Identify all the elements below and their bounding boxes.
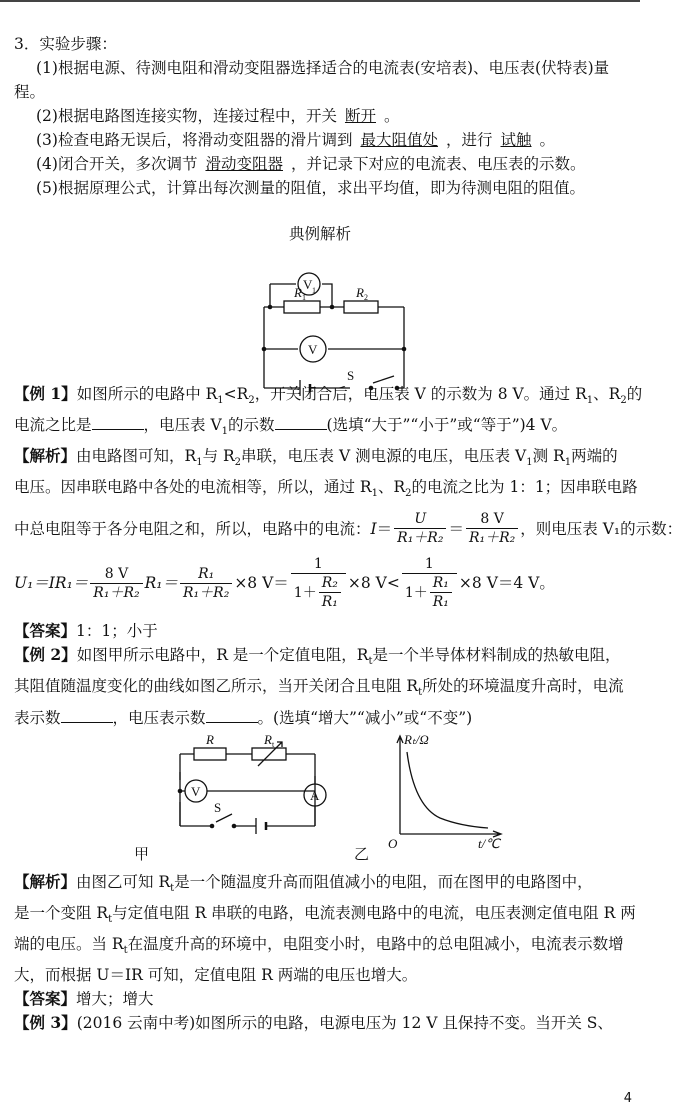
v-label: V <box>308 342 318 357</box>
switch-label: S <box>214 799 222 815</box>
example-3-label: 【例 3】 <box>14 1012 77 1032</box>
section-title: 典例解析 <box>288 225 351 243</box>
svg-text:2: 2 <box>364 293 368 302</box>
step-2: (2)根据电路图连接实物，连接过程中，开关 断开 。 <box>36 107 400 125</box>
step-1-cont: 程。 <box>14 83 46 101</box>
fraction: $\frac{\text{R₁}}{\text{R₁＋R₂}}$ <box>180 565 232 602</box>
compound-fraction: 1 1＋ $\frac{\text{R₂}}{\text{R₁}}$ <box>291 555 346 611</box>
svg-text:1: 1 <box>302 293 306 302</box>
example-1-question: 【例 1】如图所示的电路中 $R_1<R_2$，开关闭合后，电压表 V 的示数为 8 V。通过 $R_1$、$R_2$的 <box>14 384 643 407</box>
fraction: $\frac{8 V}{\text{R₁＋R₂}}$ <box>466 510 518 547</box>
r1-label: R <box>294 285 302 300</box>
step-4: (4)闭合开关，多次调节 滑动变阻器 ，并记录下对应的电流表、电压表的示数。 <box>36 155 586 173</box>
fraction: $\frac{8 V}{\text{R₁＋R₂}}$ <box>90 565 142 602</box>
example-2-question: 【例 2】如图甲所示电路中，R 是一个定值电阻，$R_t$是一个半导体材料制成的热敏电阻， <box>14 645 621 668</box>
answer-label: 【答案】 <box>14 988 77 1008</box>
page-number: 4 <box>623 1091 632 1106</box>
r2-label: R <box>356 285 364 300</box>
answer-blank <box>92 415 144 430</box>
example-2-question-cont-2: 表示数 ，电压表示数 。(选填“增大”“减小”或“不变”) <box>14 708 473 727</box>
graph-y-label: Rₜ/Ω <box>404 731 429 747</box>
analysis-label: 【解析】 <box>14 446 77 466</box>
example-1-analysis: 【解析】由电路图可知，$R_1$与 $R_2$串联，电压表 V 测电源的电压，电压表 $V_1$测 $R_1$两端的 <box>14 446 618 469</box>
v1-label: V <box>303 277 313 292</box>
example-3-question: 【例 3】(2016 云南中考)如图所示的电路，电源电压为 12 V 且保持不变。当开关 S、 <box>14 1012 613 1032</box>
answer-blank <box>206 708 258 723</box>
example-2-answer: 【答案】增大；增大 <box>14 988 154 1008</box>
current-formula-line: 中总电阻等于各分电阻之和，所以，电路中的电流： I ＝ $\frac{U}{\text{R₁＋R₂}}$ ＝ $\frac{8 V}{\text{R₁＋R₂}}$ ，则电压表 V₁的示数： <box>14 511 682 547</box>
example-2-analysis-2: 是一个变阻 $R_t$与定值电阻 R 串联的电路，电流表测电路中的电流，电压表测定值电阻 R 两 <box>14 903 636 925</box>
v-label: V <box>191 783 201 799</box>
example-1-question-cont: 电流之比是 ，电压表 $V_1$的示数 (选填“大于”“小于”或“等于”)4 V。 <box>14 416 568 438</box>
circuit-diagram-1 <box>14 252 626 382</box>
r-label: R <box>206 731 214 747</box>
top-rule <box>0 0 640 2</box>
example-2-label: 【例 2】 <box>14 645 77 665</box>
step-1: (1)根据电源、待测电阻和滑动变阻器选择适合的电流表(安培表)、电压表(伏特表)量 <box>36 59 610 77</box>
steps-title: 3．实验步骤： <box>14 35 117 53</box>
answer-underline: 断开 <box>344 107 376 125</box>
circuit-diagram-jia <box>170 731 340 836</box>
step-5: (5)根据原理公式，计算出每次测量的阻值，求出平均值，即为待测电阻的阻值。 <box>36 179 585 197</box>
rt-label: R <box>264 731 272 747</box>
example-1-answer: 【答案】1：1；小于 <box>14 621 158 641</box>
step-3: (3)检查电路无误后，将滑动变阻器的滑片调到 最大阻值处 ，进行 试触 。 <box>36 131 556 149</box>
example-1-analysis-2: 电压。因串联电路中各处的电流相等，所以，通过 $R_1$、$R_2$的电流之比为 1：1；因串联电路 <box>14 478 638 500</box>
answer-blank <box>275 415 327 430</box>
answer-blank <box>61 708 113 723</box>
example-2-figures <box>14 730 626 870</box>
figure-caption-yi: 乙 <box>354 844 370 863</box>
svg-text:t: t <box>272 739 275 749</box>
resistance-temperature-graph <box>380 730 510 850</box>
compound-fraction: 1 1＋ $\frac{\text{R₁}}{\text{R₁}}$ <box>402 555 457 611</box>
example-1-label: 【例 1】 <box>14 384 77 403</box>
example-2-question-cont: 其阻值随温度变化的曲线如图乙所示，当开关闭合且电阻 $R_t$所处的环境温度升高时，电流 <box>14 677 624 699</box>
figure-caption-jia: 甲 <box>134 844 150 863</box>
graph-x-label: t/℃ <box>478 835 500 851</box>
answer-underline: 滑动变阻器 <box>205 155 283 173</box>
fraction: $\frac{U}{\text{R₁＋R₂}}$ <box>394 510 446 547</box>
example-2-analysis: 【解析】由图乙可知 $R_t$是一个随温度升高而阻值减小的电阻，而在图甲的电路图中， <box>14 871 593 894</box>
switch-label: S <box>347 368 355 383</box>
a-label: A <box>310 787 320 803</box>
answer-underline: 试触 <box>500 131 532 149</box>
answer-label: 【答案】 <box>14 621 77 641</box>
svg-text:1: 1 <box>312 286 316 295</box>
document-page <box>14 32 682 1035</box>
answer-underline: 最大阻值处 <box>360 131 438 149</box>
example-2-analysis-4: 大，而根据 U＝IR 可知，定值电阻 R 两端的电压也增大。 <box>14 965 418 984</box>
voltage-formula-line: U₁＝IR₁＝ $\frac{8 V}{\text{R₁＋R₂}}$ R₁＝ $\frac{\text{R₁}}{\text{R₁＋R₂}}$ ×8 V＝ 1 1＋ $\frac{\text{R₂}}{\text{R₁}}$ ×8 V< 1 1＋ $\frac{\text{R₁}}{\text{R₁}}$ ×8 V＝4 V。 <box>14 556 555 611</box>
analysis-label: 【解析】 <box>14 871 77 891</box>
graph-origin: O <box>388 835 398 851</box>
example-2-analysis-3: 端的电压。当 $R_t$在温度升高的环境中，电阻变小时，电路中的总电阻减小，电流表示数增 <box>14 934 624 956</box>
